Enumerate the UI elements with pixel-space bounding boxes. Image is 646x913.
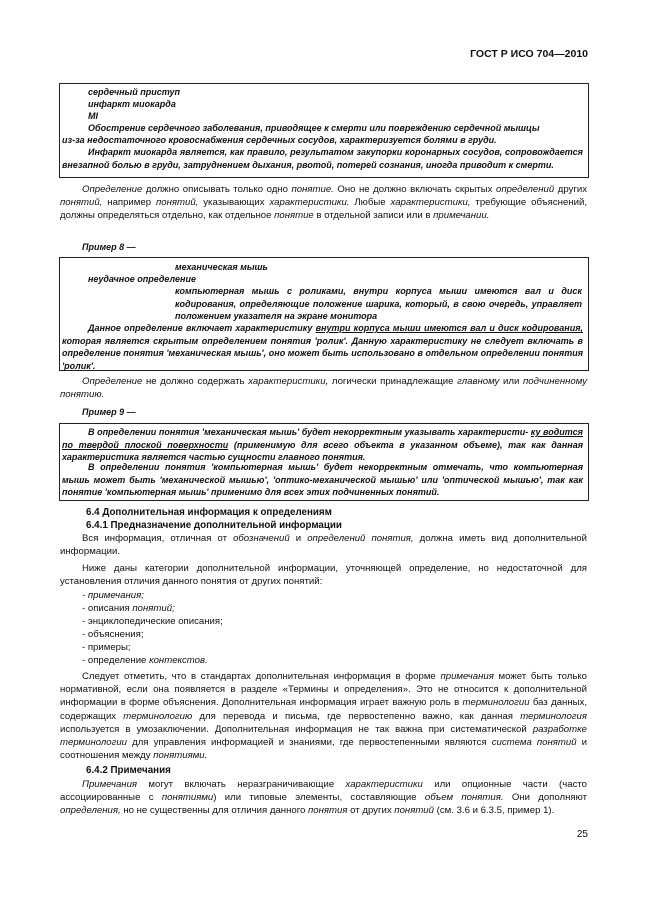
text: понятий — [394, 805, 434, 817]
text: примечании. — [433, 210, 490, 222]
text: (применимую для всего объекта в указанном объеме), так как данная характеристика является частью сущности главного понятия. — [62, 439, 583, 463]
text: разработке терминологии — [60, 723, 587, 749]
section-6-4-2-heading: 6.4.2 Примечания — [86, 765, 171, 776]
text: Вся информация, отличная от — [82, 533, 234, 544]
text: Примечания — [82, 779, 138, 790]
paragraph-definition-characteristics — [60, 375, 587, 401]
text: требующие объяснений, должны определяться отдельно, как отдельное — [60, 197, 587, 222]
text: баз данных, содержащих — [60, 697, 587, 722]
term-2: инфаркт миокарда — [88, 99, 176, 109]
text: и соотношения между — [60, 737, 587, 762]
text: - определение — [82, 655, 150, 666]
text: понятиями — [161, 792, 214, 804]
text: терминологию — [123, 710, 193, 722]
text: понятий, — [155, 197, 199, 209]
example-8-bad-label: неудачное определение — [88, 274, 196, 284]
list-item: - объяснения; — [82, 629, 144, 640]
text: могут включать неразграничивающие — [137, 779, 346, 790]
paragraph-definition-rule — [60, 183, 587, 223]
example-9-paragraph-2: В определении понятия 'компьютерная мышь' будет некорректным отмечать, что компьютерная мышь может быть 'механической мышью', 'оптико-механической мышью' или 'оптической мышью', так как понятие 'компьютерная мышь' применимо для всех этих подчиненных понятий. — [62, 462, 583, 498]
paragraph-notes-role — [60, 670, 587, 762]
text: ) или типовые элементы, составляющие — [213, 792, 425, 804]
text: Они дополняют — [503, 792, 587, 804]
text: объем понятия. — [424, 792, 504, 804]
text: характеристики, — [248, 376, 329, 387]
example-8-definition: компьютерная мышь с роликами, внутри корпуса мыши имеются вал и диск кодирования, определяющие положение шарика, который, в свою очередь, управляет положением указателя на экране монитора — [175, 286, 582, 322]
text: понятие — [274, 210, 314, 222]
text: характеристики, — [390, 197, 471, 209]
text: других — [554, 184, 588, 195]
text: понятиями. — [153, 750, 208, 762]
list-item — [82, 655, 208, 666]
text: определений — [495, 184, 555, 195]
list-item: - примеры; — [82, 642, 131, 653]
text: определений понятия, — [307, 533, 414, 544]
text: характеристики — [345, 779, 423, 790]
paragraph-additional-info — [60, 532, 587, 558]
text: от других — [347, 805, 395, 817]
text: обозначений — [233, 533, 290, 544]
text: понятий; — [132, 603, 175, 614]
definition-note: Инфаркт миокарда является, как правило, результатом закупорки коронарных сосудов, сопровождается внезапной болью в груди, затруднением дыхания, рвотой, потерей сознания, иногда приводит к смерти. — [62, 147, 583, 170]
text: в отдельной записи или в — [313, 210, 434, 222]
text: Следует отметить, что в стандартах дополнительная информация в форме — [82, 671, 441, 682]
text: Данное определение включает характеристику — [88, 323, 316, 333]
text: - примечания; — [82, 590, 144, 601]
text: например — [102, 197, 156, 209]
text: для управления информацией и знаниями, где первостепенными являются — [127, 737, 492, 749]
example-8-term: механическая мышь — [175, 262, 268, 272]
text: логически принадлежащие — [328, 376, 458, 387]
text: понятия — [308, 805, 348, 817]
text: используется в умозаключении. Дополнительная информация не так важна при систематической — [60, 723, 533, 735]
list-item: - энциклопедические описания; — [82, 616, 223, 627]
text: примечания — [440, 671, 494, 682]
text: (см. 3.6 и 6.3.5, пример 1). — [433, 805, 555, 817]
text: или опционные части (часто ассоциированные с — [60, 779, 587, 804]
text: главному — [457, 376, 500, 387]
section-6-4-heading: 6.4 Дополнительная информация к определениям — [86, 507, 332, 518]
text: Оно не должно включать скрытых — [333, 184, 496, 195]
list-item — [82, 590, 144, 601]
text: терминология — [520, 710, 587, 722]
text: ку водится по твердой плоской поверхности — [62, 427, 583, 450]
text: может быть только нормативной, если она появляется в разделе «Термины и определения». Это не относится к дополнительной информации в форме объяснения. Дополнительная информация играет важную роль в — [60, 671, 587, 709]
text: должна иметь вид дополнительной информации. — [60, 533, 587, 558]
text: определения, — [60, 805, 121, 817]
text: система понятий — [491, 737, 577, 749]
text: контекстов. — [149, 655, 208, 666]
text: внутри корпуса мыши имеются вал и диск кодирования, — [315, 323, 583, 333]
doc-header: ГОСТ Р ИСО 704—2010 — [470, 48, 588, 60]
definition-text-cont: из-за недостаточного кровоснабжения сердечных сосудов, характеризуется болями в груди. — [62, 135, 497, 145]
text: терминологии — [462, 697, 530, 709]
text: Определение — [82, 376, 143, 387]
section-6-4-1-heading: 6.4.1 Предназначение дополнительной информации — [86, 520, 342, 531]
text: - описания — [82, 603, 133, 614]
text: понятий, — [60, 197, 103, 209]
text: не должно содержать — [142, 376, 249, 387]
paragraph-notes — [60, 778, 587, 818]
text: и — [289, 533, 308, 544]
text: В определении понятия 'механическая мышь' будет некорректным указывать характеристи- — [88, 427, 529, 437]
text: Любые — [349, 197, 391, 209]
example-9-label: Пример 9 — — [82, 407, 136, 417]
page-number: 25 — [576, 829, 588, 840]
definition-text: Обострение сердечного заболевания, приводящее к смерти или повреждению сердечной мышцы — [88, 123, 540, 133]
list-item — [82, 603, 175, 614]
text: понятие. — [291, 184, 334, 195]
text: должно описывать только одно — [142, 184, 292, 195]
text: подчиненному понятию. — [60, 376, 587, 401]
paragraph-categories: Ниже даны категории дополнительной информации, уточняющей определение, но недостаточной для установления отличия данного понятия от других понятий: — [60, 563, 587, 588]
term-3: MI — [88, 111, 98, 121]
term-1: сердечный приступ — [88, 87, 180, 97]
example-8-label: Пример 8 — — [82, 242, 136, 252]
text: для перевода и письма, где первостепенно важно, как данная — [192, 710, 521, 722]
text: которая является скрытым определением понятия 'ролик'. Данную характеристику не следует включать в определение понятия 'механическая мышь', оно может быть использовано в отдельном определении понятия 'ролик'. — [62, 335, 583, 371]
text: или — [499, 376, 523, 387]
text: указывающих — [198, 197, 270, 209]
example-9-paragraph-1 — [62, 426, 583, 464]
example-8-comment — [62, 322, 583, 372]
text: характеристики. — [269, 197, 350, 209]
text: но не существенны для отличия данного — [120, 805, 309, 817]
text: Определение — [82, 184, 143, 195]
